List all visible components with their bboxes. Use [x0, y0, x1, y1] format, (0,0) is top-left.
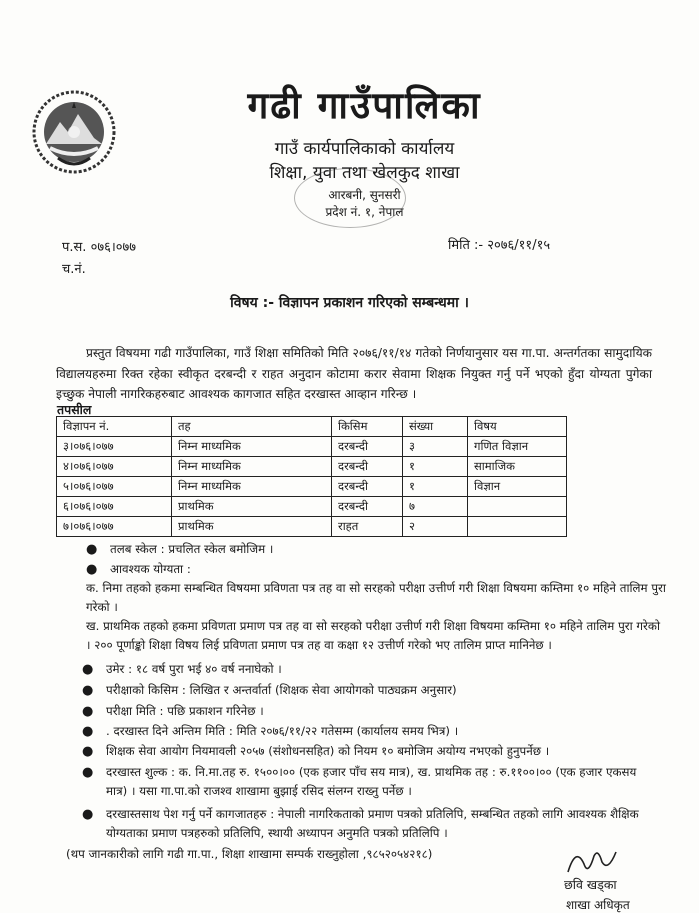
column-header: संख्या: [403, 417, 468, 437]
table-row: [57, 497, 567, 517]
condition-text: तलब स्केल : प्रचलित स्केल बमोजिम ।: [110, 542, 274, 556]
condition-rules: [82, 742, 550, 761]
table-cell: ३।०७६।०७७: [57, 437, 172, 457]
subject-line: विषय :- विज्ञापन प्रकाशन गरिएको सम्बन्धमा ।: [230, 295, 469, 311]
table-header-row: [57, 417, 567, 437]
table-cell: [468, 497, 567, 517]
column-header: तह: [172, 417, 332, 437]
condition-documents: [82, 805, 666, 843]
table-cell: दरबन्दी: [332, 457, 403, 477]
table-cell: २: [403, 517, 468, 537]
table-cell: दरबन्दी: [332, 437, 403, 457]
table-cell: ५।०७६।०७७: [57, 477, 172, 497]
bullet-icon: ●: [82, 683, 94, 698]
bullet-icon: ●: [82, 662, 94, 677]
condition-text: परीक्षा मिति : पछि प्रकाशन गरिनेछ ।: [106, 704, 264, 718]
section-name: शिक्षा, युवा तथा खेलकुद शाखा: [269, 163, 460, 183]
bullet-icon: ●: [82, 807, 94, 822]
table-cell: ७: [403, 497, 468, 517]
condition-text: दरखास्त शुल्क : क. नि.मा.तह रु. १५००।०० (एक हजार पाँच सय मात्र), ख. प्राथमिक तह : रु.११००।०० (एक हजार एकसय मात्र) । यसा गा.पा.को राजश्व शाखामा बुझाई रसिद संलग्न राख्नु पर्नेछ ।: [106, 765, 637, 798]
table-row: [57, 517, 567, 537]
table-cell: ७।०७६।०७७: [57, 517, 172, 537]
column-header: विषय: [468, 417, 567, 437]
signatory-name: छवि खड्का: [564, 877, 617, 892]
office-stamp: [294, 168, 406, 228]
qualification-ka: क. निमा तहको हकमा सम्बन्धित विषयमा प्रविणता पत्र तह वा सो सरहको परीक्षा उत्तीर्ण गरी शिक्षा विषयमा कम्तिमा १० महिने तालिम पुरा गरेको ।: [86, 581, 666, 614]
letter-date: मिति :- २०७६/११/१५: [448, 238, 551, 253]
table-cell: १: [403, 477, 468, 497]
condition-deadline: [82, 722, 459, 741]
table-cell: ४।०७६।०७७: [57, 457, 172, 477]
bullet-icon: ●: [86, 542, 98, 557]
table-cell: राहत: [332, 517, 403, 537]
condition-text: उमेर : १८ वर्ष पुरा भई ४० वर्ष ननाघेको ।: [106, 662, 282, 676]
condition-text: परीक्षाको किसिम : लिखित र अन्तर्वार्ता (शिक्षक सेवा आयोगको पाठ्यक्रम अनुसार): [106, 683, 457, 697]
signatory-title: शाखा अधिकृत: [566, 898, 630, 912]
condition-text: आवश्यक योग्यता :: [110, 562, 191, 576]
table-row: [57, 457, 567, 477]
bullet-icon: ●: [82, 704, 94, 719]
condition-age: [82, 660, 282, 679]
bullet-icon: ●: [82, 724, 94, 739]
table-cell: १: [403, 457, 468, 477]
district-line: आरबनी, सुनसरी: [328, 188, 401, 202]
table-cell: निम्न माध्यमिक: [172, 457, 332, 477]
vacancy-table: [56, 416, 567, 537]
condition-text: दरखास्तसाथ पेश गर्नु पर्ने कागजातहरु : नेपाली नागरिकताको प्रमाण पत्रको प्रतिलिपि, सम्बन्धित तहको लागि आवश्यक शैक्षिक योग्यताका प्रमाण पत्रहरुको प्रतिलिपि, स्थायी अध्यापन अनुमति पत्रको प्रतिलिपि ।: [106, 807, 639, 840]
bullet-icon: ●: [82, 765, 94, 780]
table-cell: गणित विज्ञान: [468, 437, 567, 457]
qualification-kha: ख. प्राथमिक तहको हकमा प्रविणता प्रमाण पत्र तह वा सो सरहको परीक्षा उत्तीर्ण गरी शिक्षा विषयमा कम्तिमा १० महिने तालिम पुरा गरेको । २०० पूर्णाङ्को शिक्षा विषय लिई प्रविणता प्रमाण पत्र तह वा कक्षा १२ उत्तीर्ण गरेको भए तालिम प्राप्त मानिनेछ ।: [86, 619, 660, 652]
bullet-icon: ●: [82, 744, 94, 759]
table-cell: विज्ञान: [468, 477, 567, 497]
bullet-icon: ●: [86, 562, 98, 577]
table-cell: दरबन्दी: [332, 497, 403, 517]
condition-text: . दरखास्त दिने अन्तिम मिति : मिति २०७६/११/२२ गतेसम्म (कार्यालय समय भित्र) ।: [106, 724, 459, 738]
dispatch-number: च.नं.: [62, 262, 86, 277]
letter-number: प.स. ०७६।०७७: [62, 240, 137, 255]
contact-line: (थप जानकारीको लागि गढी गा.पा., शिक्षा शाखामा सम्पर्क राख्नुहोला ,९८५२०५४२१८): [66, 847, 433, 861]
table-cell: प्राथमिक: [172, 517, 332, 537]
municipality-title: गढी गाउँपालिका: [247, 84, 482, 127]
office-name: गाउँ कार्यपालिकाको कार्यालय: [274, 139, 455, 159]
table-row: [57, 437, 567, 457]
province-line: प्रदेश नं. १, नेपाल: [325, 205, 404, 219]
intro-paragraph: प्रस्तुत विषयमा गढी गाउँपालिका, गाउँ शिक्षा समितिको मिति २०७६/११/१४ गतेको निर्णयानुसार यस गा.पा. अन्तर्गतका सामुदायिक विद्यालयहरुमा रिक्त रहेका स्वीकृत दरबन्दी र राहत अनुदान कोटामा करार सेवामा शिक्षक नियुक्त गर्नु पर्ने भएको हुँदा योग्यता पुगेका इच्छुक नेपाली नागरिकहरुबाट आवश्यक कागजात सहित दरखास्त आव्हान गरिन्छ ।: [56, 346, 652, 401]
condition-text: शिक्षक सेवा आयोग नियमावली २०५७ (संशोधनसहित) को नियम १० बमोजिम अयोग्य नभएको हुनुपर्नेछ ।: [106, 744, 550, 758]
table-row: [57, 477, 567, 497]
table-cell: निम्न माध्यमिक: [172, 437, 332, 457]
details-label: तपसील: [57, 402, 92, 417]
table-cell: निम्न माध्यमिक: [172, 477, 332, 497]
column-header: किसिम: [332, 417, 403, 437]
condition-qualification: [86, 560, 191, 579]
table-cell: दरबन्दी: [332, 477, 403, 497]
table-cell: [468, 517, 567, 537]
table-cell: ६।०७६।०७७: [57, 497, 172, 517]
table-cell: ३: [403, 437, 468, 457]
condition-salary: [86, 540, 274, 559]
column-header: विज्ञापन नं.: [57, 417, 172, 437]
table-cell: सामाजिक: [468, 457, 567, 477]
condition-exam-type: [82, 681, 457, 700]
condition-fee: [82, 763, 656, 801]
condition-exam-date: [82, 702, 264, 721]
table-cell: प्राथमिक: [172, 497, 332, 517]
